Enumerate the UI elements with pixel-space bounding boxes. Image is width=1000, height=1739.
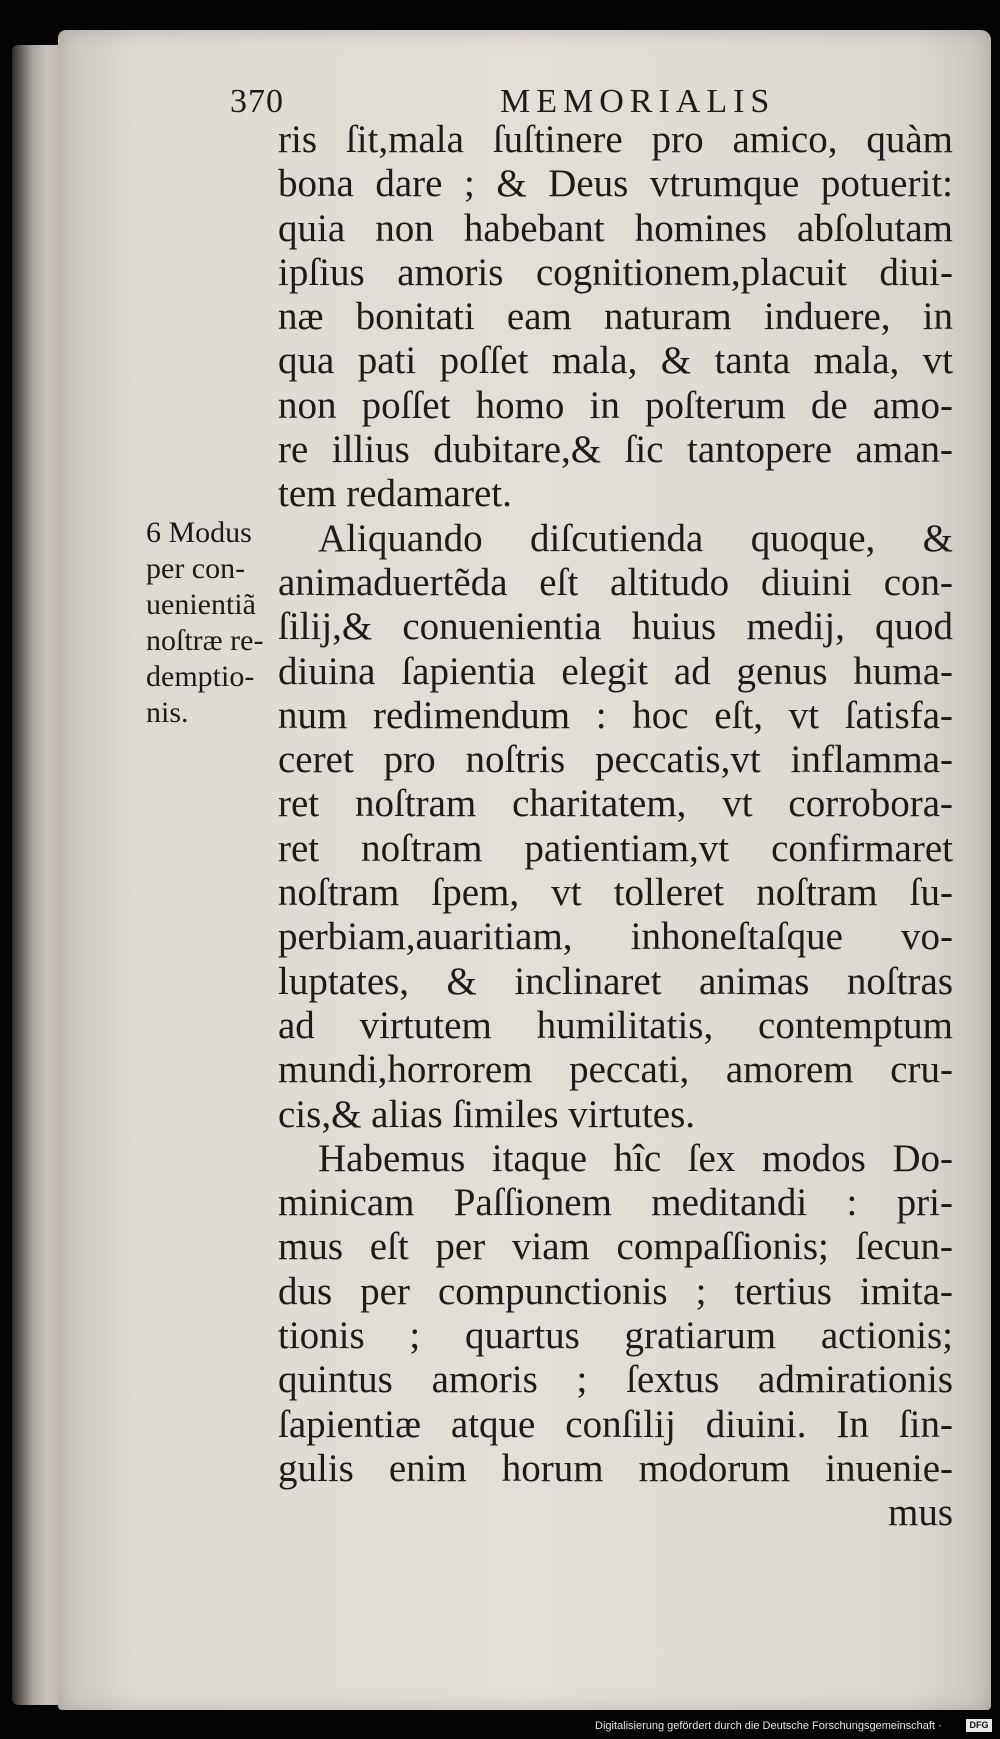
text-line: gulis enim horum modorum inuenie- — [278, 1446, 953, 1490]
margin-note-line: per con- — [146, 552, 246, 585]
body-text — [278, 118, 953, 1536]
text-line: Habemus itaque hîc ſex modos Do- — [318, 1136, 953, 1180]
text-line: ret noſtram charitatem, vt corrobora- — [278, 782, 953, 826]
text-line: cis,& alias ſimiles virtutes. — [278, 1092, 696, 1136]
text-line: num redimendum : hoc eſt, vt ſatisfa- — [278, 693, 953, 737]
text-line: næ bonitati eam naturam induere, in — [278, 295, 953, 339]
dfg-logo: DFG — [966, 1719, 992, 1732]
margin-note-line: uenientiã — [146, 588, 256, 621]
page-number: 370 — [230, 83, 284, 120]
text-line: tem redamaret. — [278, 472, 512, 516]
text-line: minicam Paſſionem meditandi : pri- — [278, 1181, 953, 1225]
text-line: noſtram ſpem, vt tolleret noſtram ſu- — [278, 871, 953, 915]
margin-note — [146, 515, 286, 731]
text-line: ris ſit,mala ſuſtinere pro amico, quàm — [278, 118, 953, 161]
text-line: quia non habebant homines abſolutam — [278, 206, 953, 250]
catchword: mus — [887, 1491, 953, 1535]
text-line: mundi,horrorem peccati, amorem cru- — [278, 1048, 953, 1092]
text-line: ſilij,& conuenientia huius medij, quod — [278, 605, 953, 649]
text-line: re illius dubitare,& ſic tantopere aman- — [278, 428, 953, 472]
text-line: mus eſt per viam compaſſionis; ſecun- — [278, 1225, 953, 1269]
text-line: ad virtutem humilitatis, contemptum — [278, 1003, 953, 1047]
text-line: quintus amoris ; ſextus admirationis — [278, 1358, 953, 1402]
text-line: luptates, & inclinaret animas noſtras — [278, 959, 953, 1003]
margin-note-line: 6 Modus — [146, 516, 252, 549]
text-line: perbiam,auaritiam, inhoneſtaſque vo- — [278, 915, 953, 959]
text-line: ret noſtram patientiam,vt confirmaret — [278, 826, 953, 870]
text-line: dus per compunctionis ; tertius imita- — [278, 1269, 953, 1313]
text-line: Aliquando diſcutienda quoque, & — [318, 516, 953, 560]
text-line: ipſius amoris cognitionem,placuit diui- — [278, 250, 953, 294]
text-line: non poſſet homo in poſterum de amo- — [278, 383, 953, 427]
text-line: qua pati poſſet mala, & tanta mala, vt — [278, 339, 953, 383]
text-line: tionis ; quartus gratiarum actionis; — [278, 1314, 953, 1358]
margin-note-line: noſtræ re- — [146, 624, 264, 657]
text-line: ſapientiæ atque conſilij diuini. In ſin- — [278, 1402, 953, 1446]
running-title: MEMORIALIS — [500, 83, 776, 120]
text-line: bona dare ; & Deus vtrumque potuerit: — [278, 162, 953, 206]
text-line: ceret pro noſtris peccatis,vt inflamma- — [278, 738, 953, 782]
margin-note-line: demptio- — [146, 660, 255, 693]
text-line: animaduertẽda eſt altitudo diuini con- — [278, 560, 953, 604]
margin-note-line: nis. — [146, 696, 189, 729]
text-line: diuina ſapientia elegit ad genus huma- — [278, 649, 953, 693]
digitization-credit: Digitalisierung gefördert durch die Deutsche Forschungsgemeinschaft · — [595, 1720, 942, 1732]
